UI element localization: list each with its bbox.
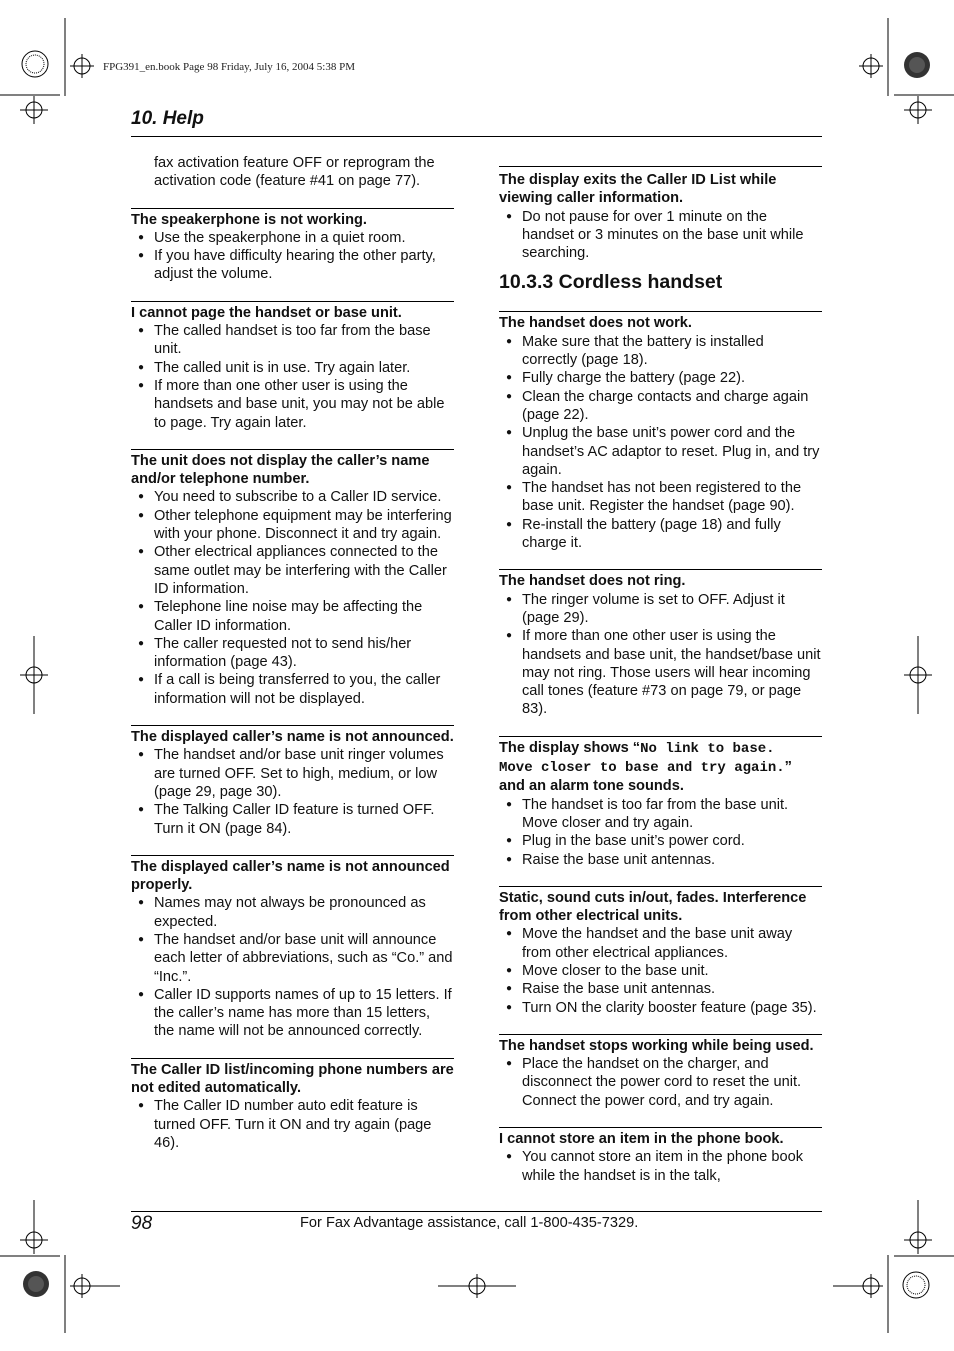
title-prefix: The display shows “	[499, 739, 641, 756]
section-display-shows	[499, 736, 822, 869]
list-item: ● The called handset is too far from the base unit.	[131, 322, 454, 359]
list-item: ● Make sure that the battery is installed correctly (page 18).	[499, 333, 822, 370]
book-info: FPG391_en.book Page 98 Friday, July 16, 2004 5:38 PM	[103, 61, 355, 73]
section-title: The speakerphone is not working.	[131, 211, 367, 228]
left-column	[131, 154, 454, 1169]
footer-rule	[131, 1211, 822, 1212]
section-heading: 10.3.3 Cordless handset	[499, 271, 723, 294]
list-item: ● If a call is being transferred to you, the caller information will not be displayed.	[131, 671, 454, 708]
page-header	[131, 108, 822, 137]
bullet-list	[131, 322, 454, 432]
title-close-quote: ”	[784, 759, 792, 776]
bullet-list	[499, 591, 822, 719]
list-item: ● Re-install the battery (page 18) and fully charge it.	[499, 516, 822, 553]
list-item: ● Plug in the base unit’s power cord.	[499, 832, 822, 850]
section-title: The display exits the Caller ID List while viewing caller information.	[499, 172, 777, 207]
troubleshoot-section	[131, 208, 454, 284]
section-title: The unit does not display the caller’s name and/or telephone number.	[131, 452, 430, 488]
list-item: ● Caller ID supports names of up to 15 letters. If the caller’s name has more than 15 letters, the name will not be announced correctly.	[131, 986, 454, 1041]
section-title: I cannot store an item in the phone book.	[499, 1131, 784, 1148]
bullet-list	[131, 746, 454, 837]
section-title: The displayed caller’s name is not announced properly.	[131, 858, 450, 894]
list-item: ● Place the handset on the charger, and disconnect the power cord to reset the unit. Connect the power cord, and try again.	[499, 1055, 822, 1110]
bullet-list	[499, 925, 822, 1016]
troubleshoot-section	[131, 725, 454, 838]
list-item: ● Move closer to the base unit.	[499, 962, 822, 980]
list-item: ● Names may not always be pronounced as expected.	[131, 894, 454, 931]
troubleshoot-section	[131, 301, 454, 432]
list-item: ● Turn ON the clarity booster feature (page 35).	[499, 999, 822, 1017]
troubleshoot-section	[499, 311, 822, 552]
section-title: The displayed caller’s name is not announced.	[131, 729, 454, 746]
page-title: 10. Help	[131, 108, 204, 129]
troubleshoot-section	[499, 886, 822, 1017]
bullet-list	[499, 208, 822, 263]
list-item: ● If you have difficulty hearing the other party, adjust the volume.	[131, 247, 454, 284]
section-exit-caller-list	[499, 166, 822, 262]
left-sections	[131, 208, 454, 1153]
section-title: The handset stops working while being used.	[499, 1037, 814, 1054]
section-title	[499, 739, 822, 796]
bullet-list	[131, 488, 454, 708]
right-sections-a	[499, 311, 822, 718]
section-title: Static, sound cuts in/out, fades. Interference from other electrical units.	[499, 889, 807, 925]
bullet-list	[131, 894, 454, 1040]
list-item: ● If more than one other user is using the handsets and base unit, the handset/base unit may not ring. Those users will hear incoming call tones (feature #73 on page 79, or page 83).	[499, 627, 822, 718]
list-item: ● Use the speakerphone in a quiet room.	[131, 229, 454, 247]
list-item: ● The caller requested not to send his/her information (page 43).	[131, 635, 454, 672]
list-item: ● Other electrical appliances connected to the same outlet may be interfering with the Caller ID information.	[131, 543, 454, 598]
bullet-list	[499, 1055, 822, 1110]
section-title: The handset does not ring.	[499, 573, 686, 590]
list-item: ● Raise the base unit antennas.	[499, 980, 822, 998]
bullet-list	[499, 333, 822, 553]
intro-text: fax activation feature OFF or reprogram the activation code (feature #41 on page 77).	[154, 155, 435, 190]
display-message-1: No link to base.	[640, 740, 775, 757]
list-item: ● Raise the base unit antennas.	[499, 851, 822, 869]
bullet-list	[499, 796, 822, 869]
bullet-list	[131, 1097, 454, 1152]
list-item: ● You cannot store an item in the phone book while the handset is in the talk,	[499, 1148, 822, 1185]
section-title: I cannot page the handset or base unit.	[131, 304, 402, 321]
title-suffix: and an alarm tone sounds.	[499, 778, 684, 795]
list-item: ● The Talking Caller ID feature is turned OFF. Turn it ON (page 84).	[131, 801, 454, 838]
list-item: ● You need to subscribe to a Caller ID service.	[131, 488, 454, 506]
troubleshoot-section	[131, 855, 454, 1041]
list-item: ● Other telephone equipment may be interfering with your phone. Disconnect it and try again.	[131, 507, 454, 544]
list-item: ● If more than one other user is using the handsets and base unit, you may not be able to page. Try again later.	[131, 377, 454, 432]
list-item: ● Fully charge the battery (page 22).	[499, 369, 822, 387]
list-item: ● The handset and/or base unit will announce each letter of abbreviations, such as “Co.” and “Inc.”.	[131, 931, 454, 986]
list-item: ● Clean the charge contacts and charge again (page 22).	[499, 388, 822, 425]
list-item: ● The handset has not been registered to the base unit. Register the handset (page 90).	[499, 479, 822, 516]
troubleshoot-section	[499, 1127, 822, 1185]
bullet-list	[131, 229, 454, 284]
bullet-list	[499, 1148, 822, 1185]
footer-text: For Fax Advantage assistance, call 1-800-435-7329.	[300, 1215, 639, 1231]
list-item: ● The Caller ID number auto edit feature is turned OFF. Turn it ON and try again (page 46).	[131, 1097, 454, 1152]
right-column	[499, 166, 822, 1202]
troubleshoot-section	[131, 1058, 454, 1152]
list-item: ● The handset is too far from the base unit. Move closer and try again.	[499, 796, 822, 833]
section-title: The handset does not work.	[499, 315, 692, 332]
list-item: ● Move the handset and the base unit away from other electrical appliances.	[499, 925, 822, 962]
display-message-2: Move closer to base and try again.	[499, 760, 785, 777]
troubleshoot-section	[131, 449, 454, 708]
list-item: ● The called unit is in use. Try again later.	[131, 359, 454, 377]
troubleshoot-section	[499, 1034, 822, 1110]
list-item: ● Unplug the base unit’s power cord and the handset’s AC adaptor to reset. Plug in, and try again.	[499, 424, 822, 479]
list-item: ● Do not pause for over 1 minute on the handset or 3 minutes on the base unit while searching.	[499, 208, 822, 263]
list-item: ● Telephone line noise may be affecting the Caller ID information.	[131, 598, 454, 635]
list-item: ● The handset and/or base unit ringer volumes are turned OFF. Set to high, medium, or low (page 29, page 30).	[131, 746, 454, 801]
troubleshoot-section	[499, 569, 822, 718]
section-title: The Caller ID list/incoming phone numbers are not edited automatically.	[131, 1061, 454, 1097]
page-number: 98	[131, 1213, 153, 1234]
list-item: ● The ringer volume is set to OFF. Adjust it (page 29).	[499, 591, 822, 628]
right-sections-b	[499, 886, 822, 1185]
